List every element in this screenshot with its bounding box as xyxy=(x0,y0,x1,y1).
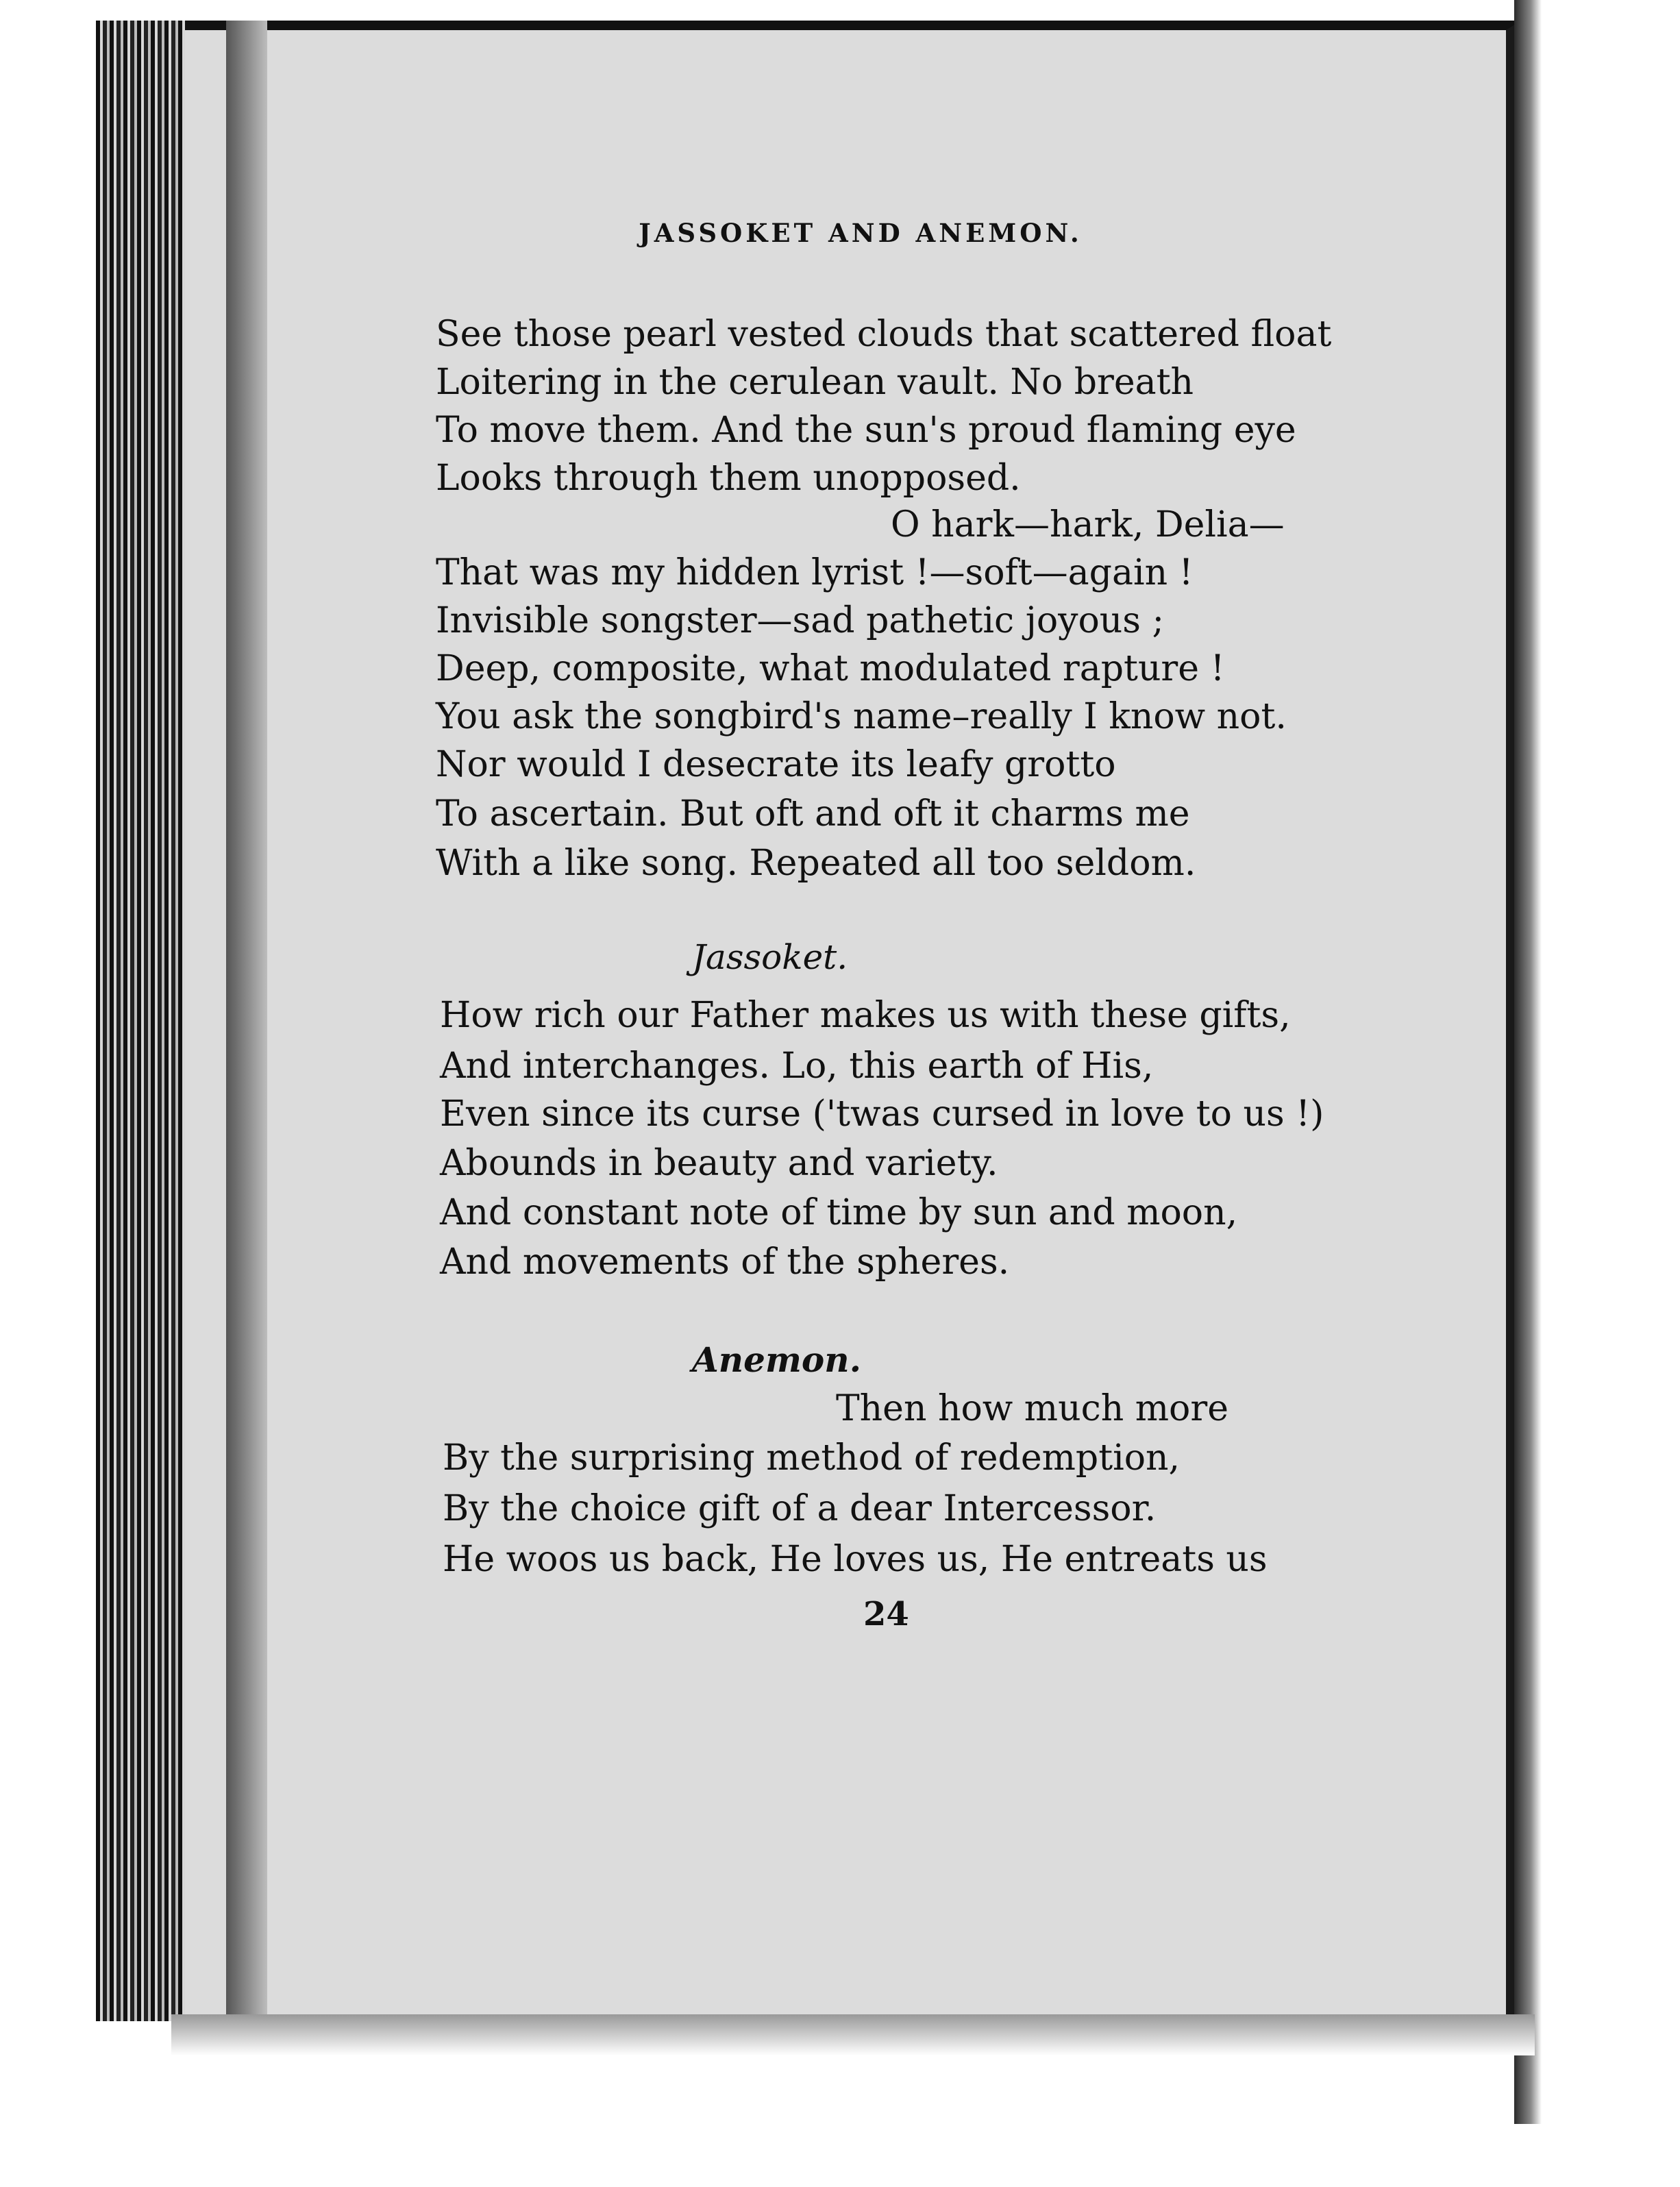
verse-line: Looks through them unopposed. xyxy=(436,458,1021,499)
verse-line: Deep, composite, what modulated rapture ! xyxy=(436,648,1225,689)
verse-line: Then how much more xyxy=(836,1388,1228,1429)
verse-line: Even since its curse ('twas cursed in love to us !) xyxy=(440,1094,1324,1135)
verse-line: And movements of the spheres. xyxy=(440,1241,1010,1283)
speaker-name: Jassoket. xyxy=(692,937,848,977)
page-number: 24 xyxy=(863,1595,909,1633)
verse-line: How rich our Father makes us with these gifts, xyxy=(440,995,1291,1036)
verse-line: Loitering in the cerulean vault. No breath xyxy=(436,362,1194,403)
verse-line: With a like song. Repeated all too seldom. xyxy=(436,843,1196,884)
page-right-edge xyxy=(1514,0,1542,2124)
speaker-name: Anemon. xyxy=(692,1339,861,1380)
verse-line: By the choice gift of a dear Intercessor. xyxy=(443,1488,1157,1529)
verse-line: O hark—hark, Delia— xyxy=(891,504,1285,545)
verse-line: By the surprising method of redemption, xyxy=(443,1437,1181,1479)
verse-line: And interchanges. Lo, this earth of His, xyxy=(440,1046,1154,1087)
verse-line: To ascertain. But oft and oft it charms me xyxy=(436,793,1190,835)
gutter-shadow xyxy=(226,21,267,2021)
verse-line: Invisible songster—sad pathetic joyous ; xyxy=(436,600,1165,641)
page-bottom-edge xyxy=(171,2014,1535,2055)
verse-line: You ask the songbird's name–really I know not. xyxy=(436,696,1287,737)
verse-line: Abounds in beauty and variety. xyxy=(440,1143,998,1184)
running-head: JASSOKET AND ANEMON. xyxy=(639,218,1083,248)
verse-line: He woos us back, He loves us, He entreats us xyxy=(443,1539,1268,1580)
verse-line: That was my hidden lyrist !—soft—again ! xyxy=(436,552,1194,593)
verse-line: And constant note of time by sun and moon, xyxy=(440,1192,1238,1233)
verse-line: To move them. And the sun's proud flaming eye xyxy=(436,410,1296,451)
verse-line: See those pearl vested clouds that scattered float xyxy=(436,314,1332,355)
verse-line: Nor would I desecrate its leafy grotto xyxy=(436,744,1116,785)
